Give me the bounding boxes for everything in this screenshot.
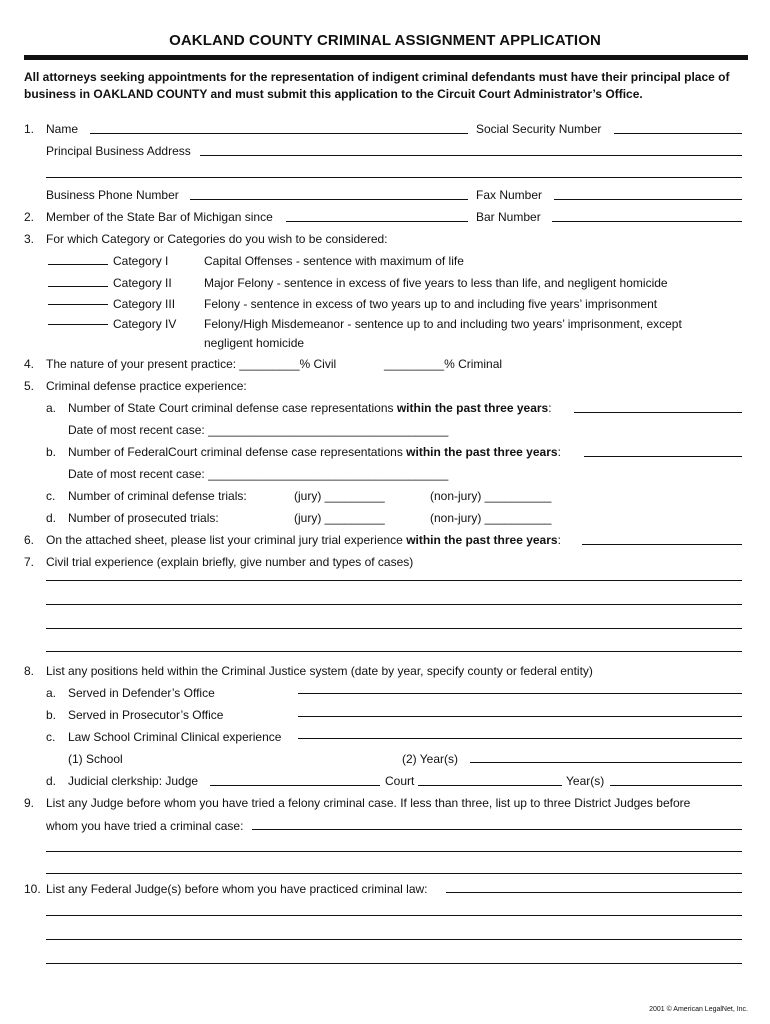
q7-answer-line-4[interactable]	[46, 651, 742, 652]
q5b-colon: :	[557, 445, 561, 459]
category-4-desc: Felony/High Misdemeanor - sentence up to and including two years’ imprisonment, except	[204, 317, 682, 331]
q7-answer-line-3[interactable]	[46, 628, 742, 629]
ssn-field[interactable]	[614, 133, 742, 134]
category-3-desc: Felony - sentence in excess of two years up to and including five years’ imprisonment	[204, 297, 658, 311]
q9-text: List any Judge before whom you have tried a felony criminal case. If less than three, list up to three District Judges before	[46, 796, 691, 810]
q9-number: 9.	[24, 796, 35, 810]
q10-answer-line-2[interactable]	[46, 915, 742, 916]
category-2-field[interactable]	[48, 286, 108, 287]
q5a-date[interactable]: Date of most recent case: ____________________________________	[68, 423, 449, 437]
q10-answer-line-3[interactable]	[46, 939, 742, 940]
q7-text: Civil trial experience (explain briefly, give number and types of cases)	[46, 555, 414, 569]
q3-number: 3.	[24, 232, 35, 246]
q5a-field[interactable]	[574, 412, 742, 413]
q6-colon: :	[557, 533, 561, 547]
q8d-court-field[interactable]	[418, 785, 562, 786]
practice-civil[interactable]: The nature of your present practice: _________% Civil	[46, 357, 337, 371]
q5d-jury[interactable]: (jury) _________	[294, 511, 385, 525]
q8c-text: Law School Criminal Clinical experience	[68, 730, 282, 744]
q8c-school-label: (1) School	[68, 752, 123, 766]
phone-label: Business Phone Number	[46, 188, 179, 202]
q6-field[interactable]	[582, 544, 742, 545]
q6-text-bold: within the past three years	[406, 533, 558, 547]
q7-answer-line-2[interactable]	[46, 604, 742, 605]
q3-text: For which Category or Categories do you wish to be considered:	[46, 232, 388, 246]
q8-text: List any positions held within the Criminal Justice system (date by year, specify county or federal entity)	[46, 664, 593, 678]
q8-number: 8.	[24, 664, 35, 678]
phone-field[interactable]	[190, 199, 468, 200]
q5d-text: Number of prosecuted trials:	[68, 511, 219, 525]
q8b-letter: b.	[46, 708, 57, 722]
name-field[interactable]	[90, 133, 468, 134]
q8b-text: Served in Prosecutor’s Office	[68, 708, 224, 722]
q8b-field[interactable]	[298, 716, 742, 717]
q8c-field[interactable]	[298, 738, 742, 739]
q8a-field[interactable]	[298, 693, 742, 694]
q5b-text-plain: Number of FederalCourt criminal defense case representations	[68, 445, 403, 459]
address-field[interactable]	[200, 155, 742, 156]
category-1-desc: Capital Offenses - sentence with maximum of life	[204, 254, 464, 268]
q5a-colon: :	[548, 401, 552, 415]
intro-text: All attorneys seeking appointments for the representation of indigent criminal defendants must have their principal place of business in OAKLAND COUNTY and must submit this application to the Circuit Court Administrator’s Office.	[24, 70, 730, 101]
q10-answer-line-4[interactable]	[46, 963, 742, 964]
q5b-letter: b.	[46, 445, 57, 459]
q6-text-plain: On the attached sheet, please list your criminal jury trial experience	[46, 533, 403, 547]
ssn-label: Social Security Number	[476, 122, 602, 136]
q9-answer-line-2[interactable]	[46, 851, 742, 852]
bar-since-label: Member of the State Bar of Michigan since	[46, 210, 273, 224]
name-label: Name	[46, 122, 79, 136]
q8d-judge-field[interactable]	[210, 785, 380, 786]
q4-number: 4.	[24, 357, 35, 371]
q8c-years-field[interactable]	[470, 762, 742, 763]
fax-label: Fax Number	[476, 188, 543, 202]
fax-field[interactable]	[554, 199, 742, 200]
q5a-text	[68, 401, 552, 415]
category-3-field[interactable]	[48, 304, 108, 305]
category-2-label: Category II	[113, 276, 172, 290]
q8c-years-label: (2) Year(s)	[402, 752, 459, 766]
q10-text: List any Federal Judge(s) before whom you have practiced criminal law:	[46, 882, 428, 896]
q5a-text-plain: Number of State Court criminal defense case representations	[68, 401, 394, 415]
q10-number: 10.	[24, 882, 41, 896]
practice-criminal[interactable]: _________% Criminal	[384, 357, 503, 371]
address-field-line2[interactable]	[46, 177, 742, 178]
q1-number: 1.	[24, 122, 35, 136]
bar-number-field[interactable]	[552, 221, 742, 222]
category-1-label: Category I	[113, 254, 169, 268]
q6-number: 6.	[24, 533, 35, 547]
form-title: OAKLAND COUNTY CRIMINAL ASSIGNMENT APPLICATION	[169, 32, 601, 49]
q5a-letter: a.	[46, 401, 57, 415]
q8a-text: Served in Defender’s Office	[68, 686, 215, 700]
q7-number: 7.	[24, 555, 35, 569]
category-4-desc-cont: negligent homicide	[204, 336, 305, 350]
q5b-date[interactable]: Date of most recent case: ____________________________________	[68, 467, 449, 481]
q8d-year-label: Year(s)	[566, 774, 605, 788]
q9-answer-line-3[interactable]	[46, 873, 742, 874]
q8d-year-field[interactable]	[610, 785, 742, 786]
q5-number: 5.	[24, 379, 35, 393]
bar-number-label: Bar Number	[476, 210, 541, 224]
q5a-text-bold: within the past three years	[396, 401, 549, 415]
category-3-label: Category III	[113, 297, 176, 311]
q2-number: 2.	[24, 210, 35, 224]
q6-text	[46, 533, 561, 547]
q5-text: Criminal defense practice experience:	[46, 379, 247, 393]
category-2-desc: Major Felony - sentence in excess of five years to less than life, and negligent homicide	[204, 276, 668, 290]
q5b-text	[68, 445, 561, 459]
q5c-text: Number of criminal defense trials:	[68, 489, 247, 503]
title-rule	[24, 55, 748, 60]
q8d-court-label: Court	[385, 774, 415, 788]
category-1-field[interactable]	[48, 264, 108, 265]
address-label: Principal Business Address	[46, 144, 191, 158]
q5b-field[interactable]	[584, 456, 742, 457]
q8a-letter: a.	[46, 686, 57, 700]
category-4-label: Category IV	[113, 317, 177, 331]
q8d-judge-label: Judicial clerkship: Judge	[68, 774, 199, 788]
q7-answer-line-1[interactable]	[46, 580, 742, 581]
q9-text-cont: whom you have tried a criminal case:	[46, 819, 244, 833]
footer-copyright: 2001 © American LegalNet, Inc.	[649, 1006, 748, 1013]
q5b-text-bold: within the past three years	[406, 445, 558, 459]
q5c-jury[interactable]: (jury) _________	[294, 489, 385, 503]
q10-answer-line-1[interactable]	[446, 892, 742, 893]
q5d-letter: d.	[46, 511, 57, 525]
q8c-letter: c.	[46, 730, 56, 744]
q9-answer-line-1[interactable]	[252, 829, 742, 830]
q5c-letter: c.	[46, 489, 56, 503]
q8d-letter: d.	[46, 774, 57, 788]
q5d-nonjury[interactable]: (non-jury) __________	[430, 511, 552, 525]
q5c-nonjury[interactable]: (non-jury) __________	[430, 489, 552, 503]
category-4-field[interactable]	[48, 324, 108, 325]
bar-since-field[interactable]	[286, 221, 468, 222]
